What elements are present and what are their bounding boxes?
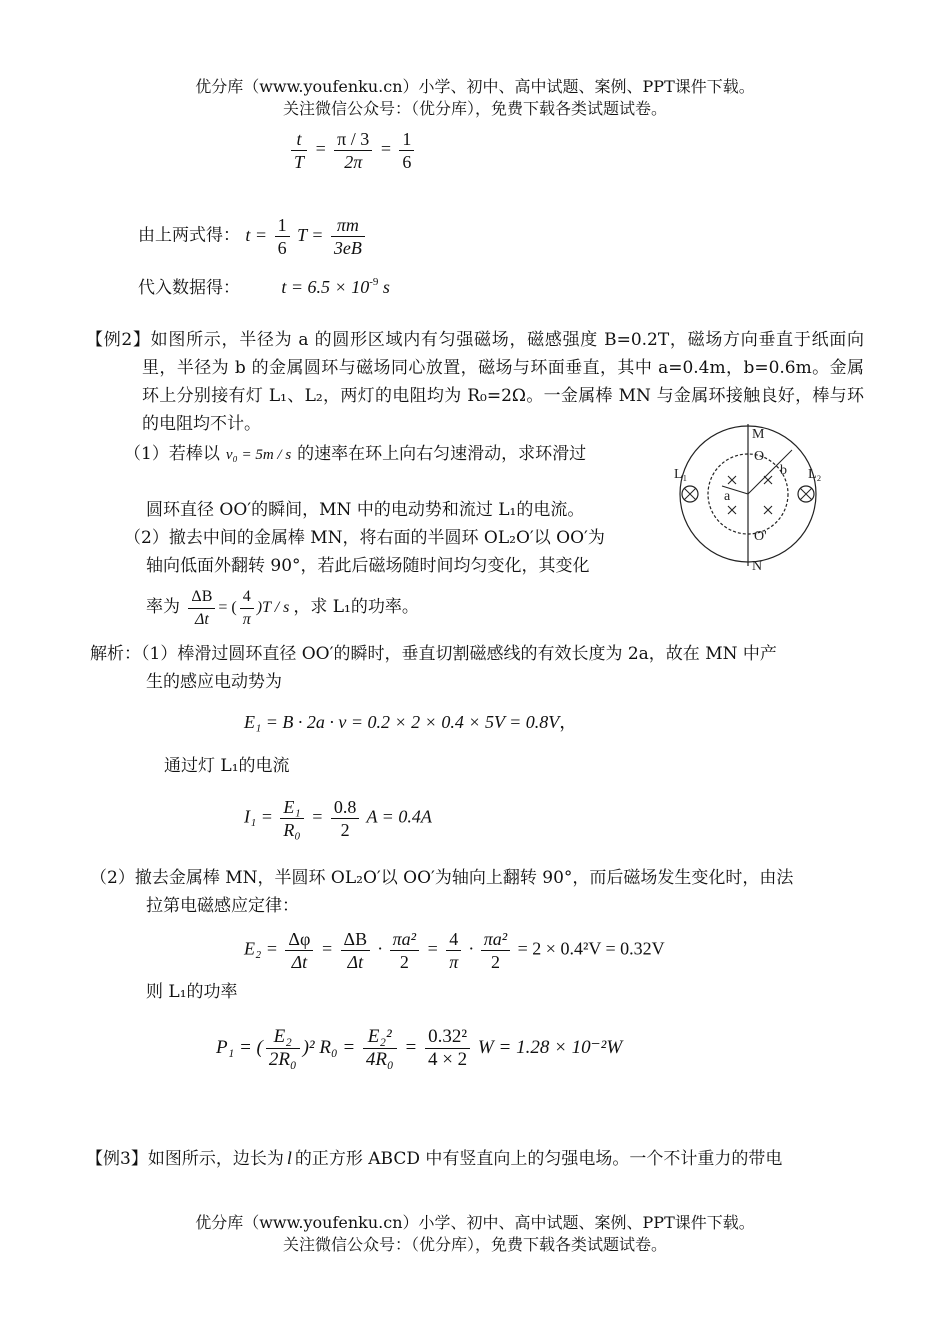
step-derive: 由上两式得： t = $\frac{1}{6}$ T = $\frac{\pi m}{3eB}$ [138,214,368,259]
example-2-question-2-cont: 轴向低面外翻转 90°，若此后磁场随时间均匀变化，其变化 [146,556,590,576]
equation-time-ratio: $\frac{t}{T}$ = $\frac{\pi / 3}{2\pi}$ = $\frac{1}{6}$ [288,128,417,173]
field-crosses [728,476,772,514]
solution-part-2-cont: 拉第电磁感应定律： [146,896,299,916]
example-2-intro: 【例2】如图所示，半径为 a 的圆形区域内有匀强磁场，磁感强度 B=0.2T，磁场方向垂直于纸面向里，半径为 b 的金属圆环与磁场同心放置，磁场与环面垂直，其中 a=0.4m，b=0.6m。金属环上分别接有灯 L₁、L₂，两灯的电阻均为 R₀=2Ω。一金属棒 MN 与金属环接触良好，棒与环的电阻均不计。 [86,330,864,434]
label-l1: L₁ [674,467,688,482]
header-line-2: 关注微信公众号：（优分库），免费下载各类试题试卷。 [282,99,667,118]
solution-power-label: 则 L₁的功率 [146,982,238,1002]
label-a: a [724,489,731,504]
label-m: M [752,427,765,442]
page-footer [0,1212,950,1256]
label-n: N [752,559,763,574]
example-2-question-2: （2）撤去中间的金属棒 MN，将右面的半圆环 OL₂O′以 OO′为 [124,528,605,548]
step-substitute: 代入数据得： $t = 6.5 \times 10^{-9}$ s [138,276,390,298]
example-3-intro: 【例3】如图所示，边长为 l 的正方形 ABCD 中有竖直向上的匀强电场。一个不计重力的带电 [86,1148,783,1169]
solution-part-1-cont: 生的感应电动势为 [146,672,282,692]
equation-e2: E₂ = $\frac{\Delta\varphi}{\Delta t}$ = $\frac{\Delta B}{\Delta t}$ · $\frac{\text{πa²}}{2}$ = $\frac{4}{\pi}$ · $\frac{\text{πa²}}{2}$ = 2 × 0.4²V = 0.32V [244,929,665,972]
example-2-question-1: （1）若棒以 v₀ = 5m / s 的速率在环上向右匀速滑动，求环滑过 [124,444,587,464]
equation-i1: I₁ = $\frac{\text{E₁}}{\text{R₀}}$ = $\frac{0.8}{2}$ A = 0.4A [244,797,432,840]
label-b: b [780,463,787,478]
example-2-question-2-rate: 率为 $\frac{\Delta B}{\Delta t}$ = ( $\frac{4}{\pi}$ )T / s ，求 L₁的功率。 [146,588,419,628]
footer-line-1: 优分库（www.youfenku.cn）小学、初中、高中试题、案例、PPT课件下载。 [195,1213,755,1232]
label-o: O [754,449,765,464]
label-o-prime: O' [754,529,767,544]
solution-part-2: （2）撤去金属棒 MN，半圆环 OL₂O′以 OO′为轴向上翻转 90°，而后磁场发生变化时，由法 [90,868,794,888]
example-2-question-1-cont: 圆环直径 OO′的瞬间，MN 中的电动势和流过 L₁的电流。 [146,500,585,520]
header-line-1: 优分库（www.youfenku.cn）小学、初中、高中试题、案例、PPT课件下载。 [195,77,755,96]
label-l2: L₂ [808,467,822,482]
solution-part-1: 解析：（1）棒滑过圆环直径 OO′的瞬时，垂直切割磁感线的有效长度为 2a，故在 MN 中产 [90,644,777,664]
magnetic-field-diagram [668,424,838,574]
solution-current-label: 通过灯 L₁的电流 [164,756,290,776]
equation-e1: E₁ = B · 2a · v = 0.2 × 2 × 0.4 × 5V = 0.8V， [244,712,578,732]
page-header [0,76,950,120]
equation-p1: P₁ = ( $\frac{\text{E₂}}{\text{2R₀}}$ )² R₀ = $\frac{\text{E₂²}}{\text{4R₀}}$ = $\frac{\text{0.32²}}{4 \times 2}$ W = 1.28 × 10⁻²W [216,1026,623,1070]
footer-line-2: 关注微信公众号：（优分库），免费下载各类试题试卷。 [282,1235,667,1254]
